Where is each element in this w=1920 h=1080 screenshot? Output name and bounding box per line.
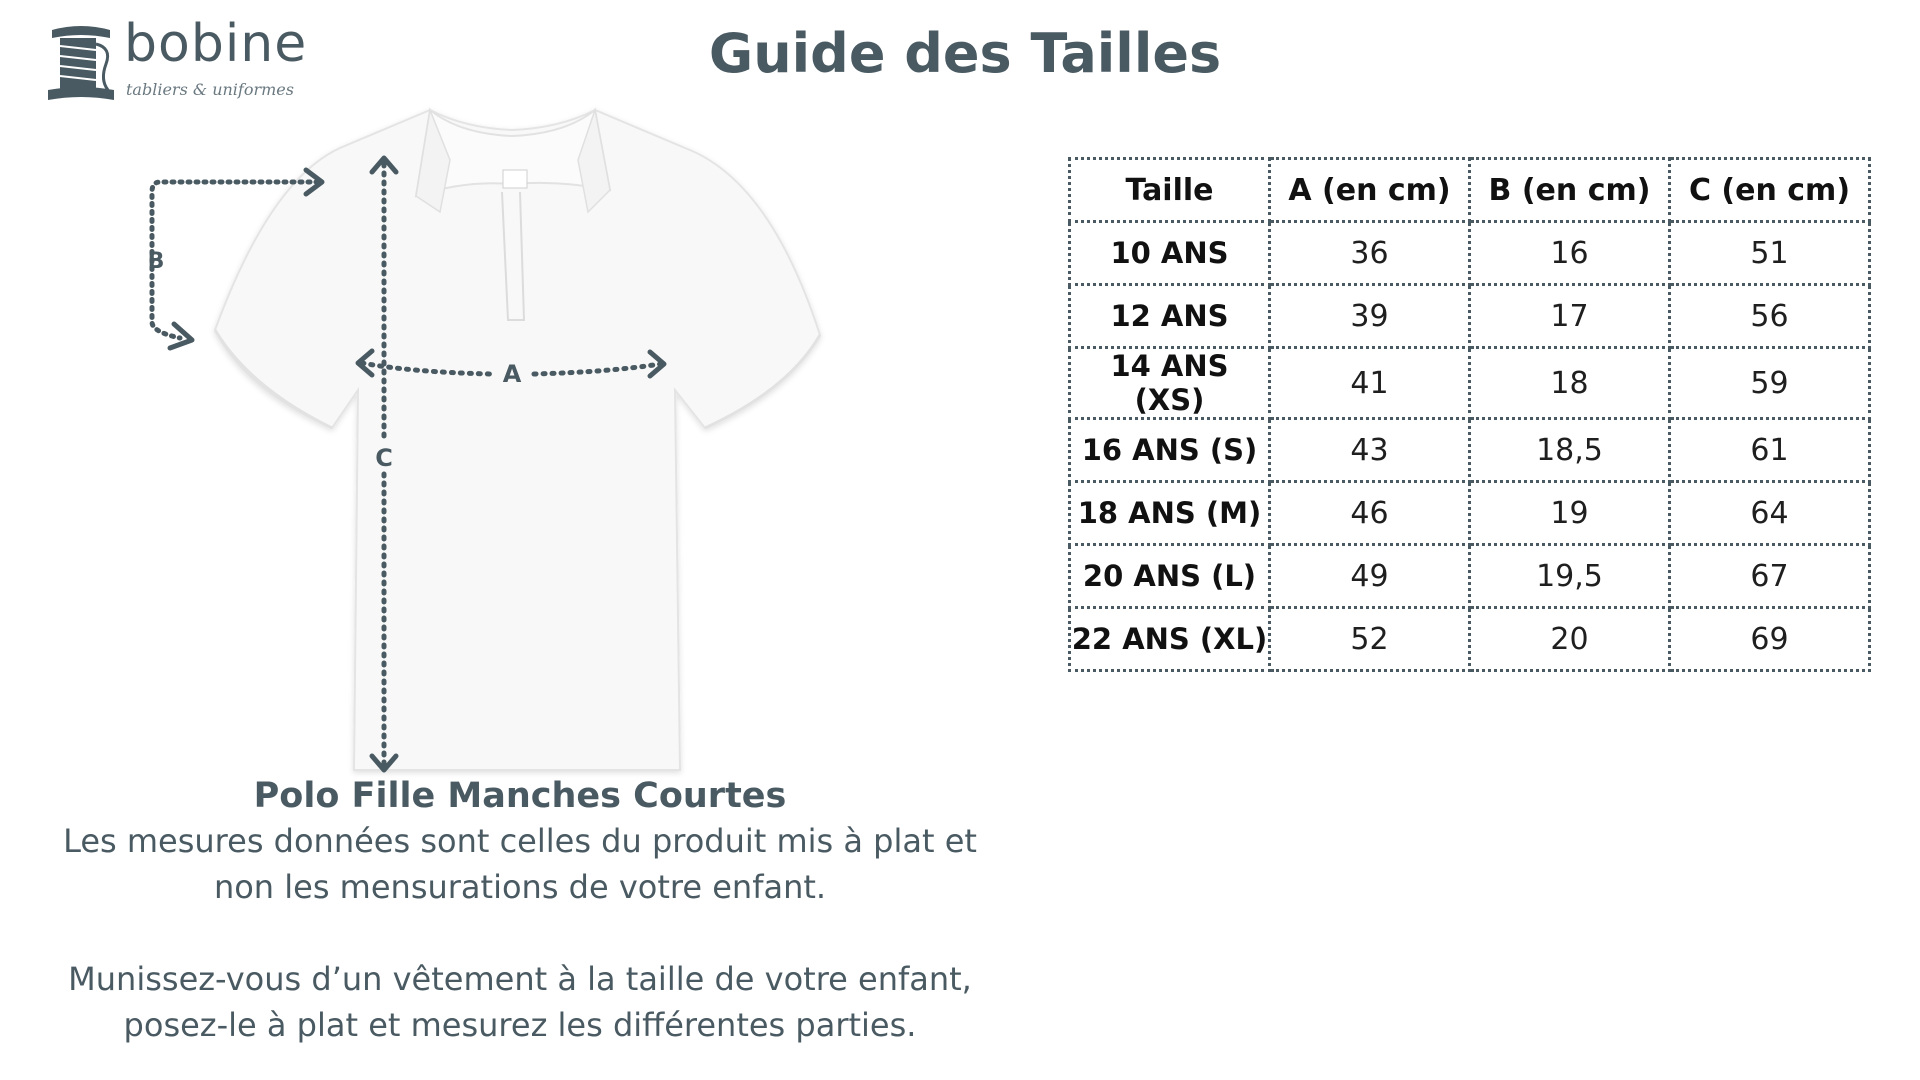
c-cell: 69 [1670,608,1870,671]
size-table [1068,157,1871,672]
measurement-note-1 [20,818,1020,910]
header-a: A (en cm) [1270,159,1470,222]
a-cell: 41 [1270,348,1470,419]
b-cell: 19,5 [1470,545,1670,608]
c-cell: 61 [1670,419,1870,482]
label-c: C [375,444,393,472]
table-row [1070,285,1870,348]
brand-tagline: tabliers & uniformes [126,80,294,99]
a-cell: 36 [1270,222,1470,285]
c-cell: 56 [1670,285,1870,348]
table-row [1070,608,1870,671]
header-c: C (en cm) [1670,159,1870,222]
label-b: B [147,249,165,274]
product-name: Polo Fille Manches Courtes [253,776,787,816]
label-a: A [502,360,522,388]
b-cell: 18,5 [1470,419,1670,482]
size-cell: 12 ANS [1070,285,1270,348]
table-row [1070,222,1870,285]
table-row [1070,482,1870,545]
caption-line-1: Les mesures données sont celles du produit mis à plat et [63,822,977,860]
polo-measurement-diagram [140,100,840,780]
caption-line-3: Munissez-vous d’un vêtement à la taille de votre enfant, [68,960,972,998]
table-row [1070,545,1870,608]
size-cell: 14 ANS (XS) [1070,348,1270,419]
table-row [1070,419,1870,482]
b-cell: 19 [1470,482,1670,545]
b-cell: 18 [1470,348,1670,419]
table-header-row [1070,159,1870,222]
b-cell: 20 [1470,608,1670,671]
c-cell: 59 [1670,348,1870,419]
brand-name: bobine [124,14,308,74]
table-row [1070,348,1870,419]
size-cell: 10 ANS [1070,222,1270,285]
a-cell: 39 [1270,285,1470,348]
header-b: B (en cm) [1470,159,1670,222]
caption-line-4: posez-le à plat et mesurez les différentes parties. [123,1006,917,1044]
size-cell: 20 ANS (L) [1070,545,1270,608]
polo-shirt-image [215,110,820,770]
size-cell: 18 ANS (M) [1070,482,1270,545]
product-caption [20,776,1020,1048]
a-cell: 49 [1270,545,1470,608]
header-size: Taille [1070,159,1270,222]
page-title [0,22,1920,85]
measurement-note-2 [20,956,1020,1048]
c-cell: 67 [1670,545,1870,608]
a-cell: 43 [1270,419,1470,482]
caption-line-2: non les mensurations de votre enfant. [213,868,827,906]
size-cell: 16 ANS (S) [1070,419,1270,482]
c-cell: 51 [1670,222,1870,285]
b-cell: 16 [1470,222,1670,285]
b-cell: 17 [1470,285,1670,348]
a-cell: 52 [1270,608,1470,671]
size-cell: 22 ANS (XL) [1070,608,1270,671]
page-title-text: Guide des Tailles [708,22,1222,85]
a-cell: 46 [1270,482,1470,545]
c-cell: 64 [1670,482,1870,545]
